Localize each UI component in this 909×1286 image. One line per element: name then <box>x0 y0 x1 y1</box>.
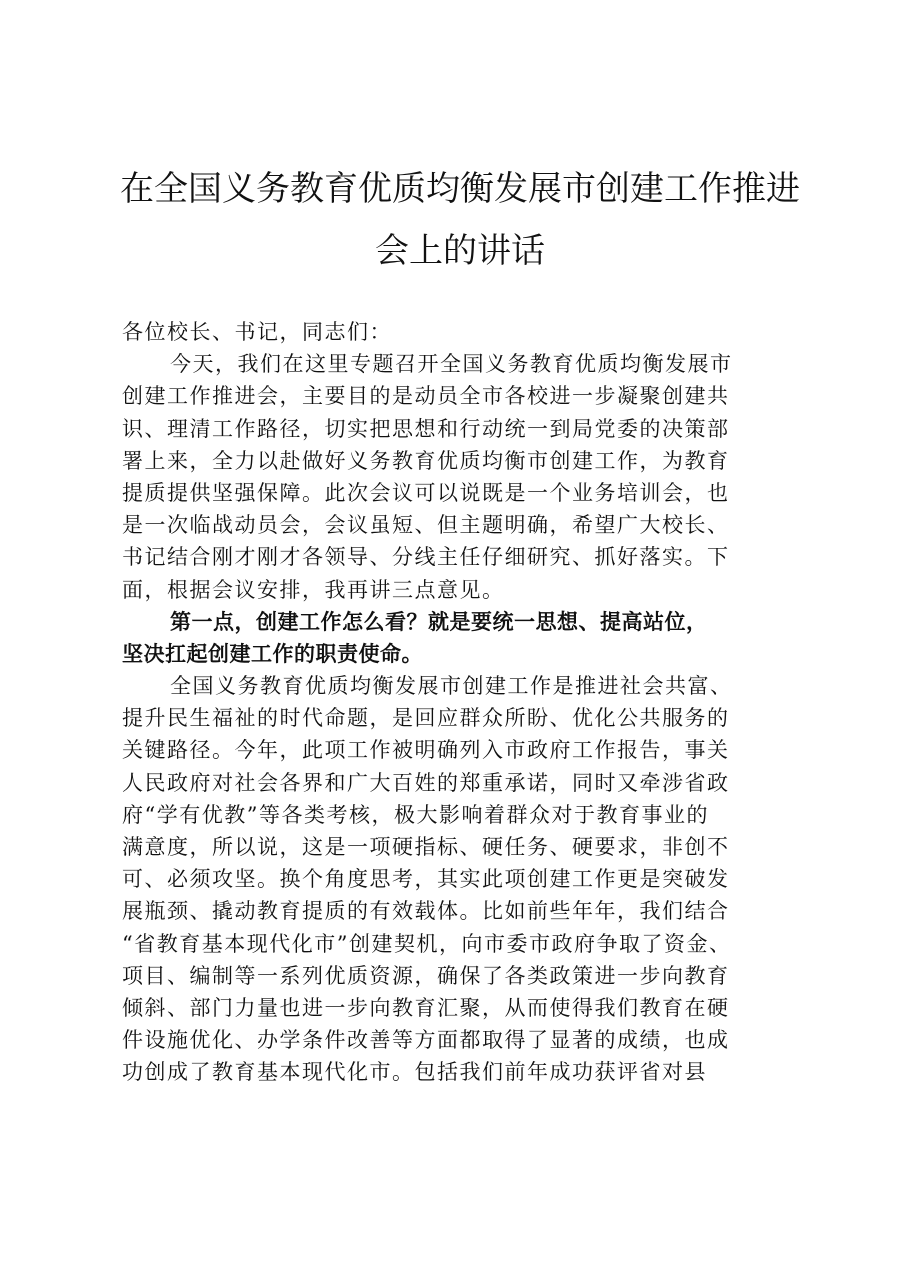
paragraph-2-line: 全国义务教育优质均衡发展市创建工作是推进社会共富、 <box>170 674 733 699</box>
section-heading-1: 坚决扛起创建工作的职责使命。 <box>122 641 423 666</box>
paragraph-1-line: 是一次临战动员会，会议虽短、但主题明确，希望广大校长、 <box>122 513 730 538</box>
paragraph-2-line: 府“学有优教”等各类考核，极大影响着群众对于教育事业的 <box>122 802 709 827</box>
paragraph-1-line: 创建工作推进会，主要目的是动员全市各校进一步凝聚创建共 <box>122 384 730 409</box>
paragraph-1-line: 书记结合刚才刚才各领导、分线主任仔细研究、抓好落实。下 <box>122 545 730 570</box>
paragraph-1-line: 署上来，全力以赴做好义务教育优质均衡市创建工作，为教育 <box>122 448 730 473</box>
title-line-1: 在全国义务教育优质均衡发展市创建工作推进 <box>120 169 800 209</box>
document-title <box>120 158 800 282</box>
paragraph-1-line: 识、理清工作路径，切实把思想和行动统一到局党委的决策部 <box>122 416 730 441</box>
paragraph-2-line: 倾斜、部门力量也进一步向教育汇聚，从而使得我们教育在硬 <box>122 995 730 1020</box>
paragraph-1-line: 今天，我们在这里专题召开全国义务教育优质均衡发展市 <box>170 352 733 377</box>
paragraph-2-line: 件设施优化、办学条件改善等方面都取得了显著的成绩，也成 <box>122 1028 730 1053</box>
paragraph-2-line: “省教育基本现代化市”创建契机，向市委市政府争取了资金、 <box>122 931 732 956</box>
paragraph-2-line: 展瓶颈、撬动教育提质的有效载体。比如前些年年，我们结合 <box>122 899 730 924</box>
paragraph-2-line: 项目、编制等一系列优质资源，确保了各类政策进一步向教育 <box>122 963 730 988</box>
salutation: 各位校长、书记，同志们： <box>122 320 392 344</box>
paragraph-2-line: 提升民生福祉的时代命题，是回应群众所盼、优化公共服务的 <box>122 706 730 731</box>
paragraph-1-line: 面，根据会议安排，我再讲三点意见。 <box>122 577 505 602</box>
paragraph-2-line: 可、必须攻坚。换个角度思考，其实此项创建工作更是突破发 <box>122 867 730 892</box>
paragraph-2-line: 满意度，所以说，这是一项硬指标、硬任务、硬要求，非创不 <box>122 835 730 859</box>
paragraph-2-line: 功创成了教育基本现代化市。包括我们前年成功获评省对县 <box>122 1060 707 1085</box>
document-body <box>122 316 798 1089</box>
section-heading-1: 第一点，创建工作怎么看？就是要统一思想、提高站位， <box>170 609 708 634</box>
paragraph-2-line: 人民政府对社会各界和广大百姓的郑重承诺，同时又牵涉省政 <box>122 770 730 795</box>
title-line-2: 会上的讲话 <box>375 231 545 271</box>
paragraph-2-line: 关键路径。今年，此项工作被明确列入市政府工作报告，事关 <box>122 738 730 763</box>
paragraph-1-line: 提质提供坚强保障。此次会议可以说既是一个业务培训会，也 <box>122 480 730 505</box>
